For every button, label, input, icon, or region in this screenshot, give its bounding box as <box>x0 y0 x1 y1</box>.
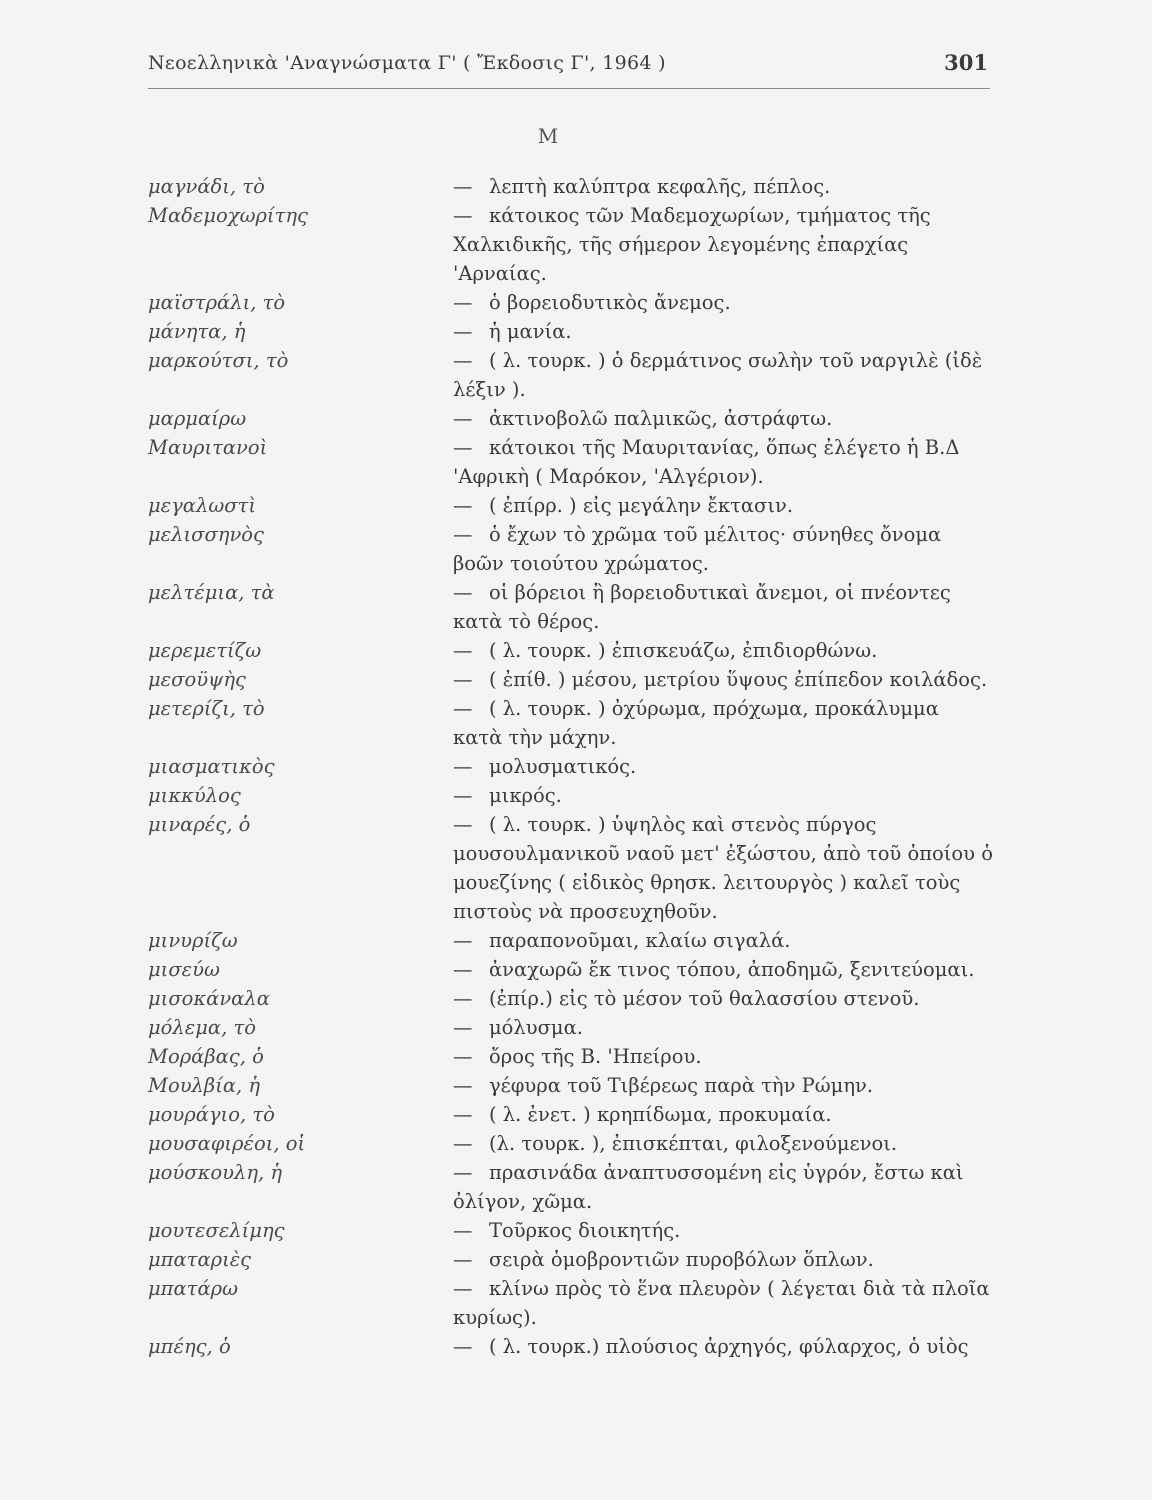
entry-definition <box>453 752 993 781</box>
entry-dash: — <box>453 987 473 1010</box>
entry-term: μπαταριὲς <box>148 1248 252 1271</box>
entry-definition <box>453 433 993 491</box>
entry-definition <box>453 665 993 694</box>
entry-definition <box>453 1071 993 1100</box>
glossary-entry <box>148 1158 1008 1216</box>
definition-text: κάτοικοι τῆς Μαυριτανίας, ὅπως ἐλέγετο ἡ Β.Δ 'Αφρικὴ ( Μαρόκον, 'Αλγέριον). <box>453 436 960 488</box>
glossary-entry <box>148 433 1008 491</box>
entry-dash: — <box>453 639 473 662</box>
entry-term: μεγαλωστὶ <box>148 494 256 517</box>
glossary-entry <box>148 172 1008 201</box>
entry-term: μούσκουλη, ἡ <box>148 1161 283 1184</box>
page-header <box>148 48 990 89</box>
definition-text: ἡ μανία. <box>489 320 572 343</box>
entry-definition <box>453 288 993 317</box>
entry-definition <box>453 781 993 810</box>
entry-dash: — <box>453 581 473 604</box>
entry-dash: — <box>453 784 473 807</box>
section-letter: Μ <box>537 124 559 148</box>
entry-definition <box>453 810 993 926</box>
entry-dash: — <box>453 407 473 430</box>
definition-text: κλίνω πρὸς τὸ ἕνα πλευρὸν ( λέγεται διὰ τὰ πλοῖα κυρίως). <box>453 1277 990 1329</box>
entry-dash: — <box>453 1219 473 1242</box>
entry-definition <box>453 346 993 404</box>
entry-dash: — <box>453 755 473 778</box>
glossary-entry <box>148 1332 1008 1361</box>
entry-dash: — <box>453 436 473 459</box>
glossary-entry <box>148 955 1008 984</box>
entry-term: μάνητα, ἡ <box>148 320 246 343</box>
definition-text: ( λ. τουρκ. ) ἐπισκευάζω, ἐπιδιορθώνω. <box>489 639 878 662</box>
entry-term: μουράγιο, τὸ <box>148 1103 275 1126</box>
glossary-entry <box>148 810 1008 926</box>
entry-definition <box>453 491 993 520</box>
glossary-entry <box>148 1042 1008 1071</box>
entry-term: μπατάρω <box>148 1277 238 1300</box>
entry-term: μαρμαίρω <box>148 407 247 430</box>
entry-term: Μαδεμοχωρίτης <box>148 204 308 227</box>
entry-dash: — <box>453 958 473 981</box>
entry-dash: — <box>453 668 473 691</box>
entry-definition <box>453 636 993 665</box>
entry-term: μουσαφιρέοι, οἱ <box>148 1132 306 1155</box>
definition-text: μόλυσμα. <box>489 1016 583 1039</box>
definition-text: ὄρος τῆς Β. 'Ηπείρου. <box>489 1045 702 1068</box>
definition-text: ὁ βορειοδυτικὸς ἄνεμος. <box>489 291 731 314</box>
glossary-entry <box>148 1129 1008 1158</box>
entry-definition <box>453 1245 993 1274</box>
definition-text: μολυσματικός. <box>489 755 637 778</box>
entry-definition <box>453 1013 993 1042</box>
page-number: 301 <box>944 50 988 75</box>
entry-definition <box>453 317 993 346</box>
entry-term: μιασματικὸς <box>148 755 275 778</box>
entry-term: μεσοϋψὴς <box>148 668 246 691</box>
entry-dash: — <box>453 1277 473 1300</box>
entry-term: μπέης, ὁ <box>148 1335 231 1358</box>
definition-text: ἀκτινοβολῶ παλμικῶς, ἀστράφτω. <box>489 407 833 430</box>
entry-dash: — <box>453 1045 473 1068</box>
entry-term: μικκύλος <box>148 784 241 807</box>
running-title: Νεοελληνικὰ 'Αναγνώσματα Γ' ( Ἔκδοσις Γ', 1964 ) <box>148 52 666 74</box>
glossary-entry <box>148 781 1008 810</box>
entry-dash: — <box>453 1248 473 1271</box>
entry-dash: — <box>453 320 473 343</box>
definition-text: ( λ. τουρκ. ) ὁ δερμάτινος σωλὴν τοῦ ναργιλὲ (ἰδὲ λέξιν ). <box>453 349 983 401</box>
definition-text: γέφυρα τοῦ Τιβέρεως παρὰ τὴν Ρώμην. <box>489 1074 874 1097</box>
entry-term: Μαυριτανοὶ <box>148 436 268 459</box>
entry-term: μελισσηνὸς <box>148 523 264 546</box>
entry-dash: — <box>453 494 473 517</box>
entry-term: μουτεσελίμης <box>148 1219 285 1242</box>
glossary-entry <box>148 201 1008 288</box>
entry-definition <box>453 404 993 433</box>
entry-term: μινυρίζω <box>148 929 238 952</box>
definition-text: κάτοικος τῶν Μαδεμοχωρίων, τμήματος τῆς Χαλκιδικῆς, τῆς σήμερον λεγομένης ἐπαρχίας 'Αρναίας. <box>453 204 931 285</box>
entry-dash: — <box>453 697 473 720</box>
glossary-entry <box>148 346 1008 404</box>
entry-definition <box>453 172 993 201</box>
definition-text: ( ἐπίρρ. ) εἰς μεγάλην ἔκτασιν. <box>489 494 794 517</box>
entry-term: μαϊστράλι, τὸ <box>148 291 286 314</box>
entry-dash: — <box>453 523 473 546</box>
entry-dash: — <box>453 1016 473 1039</box>
entry-definition <box>453 1332 993 1361</box>
entry-definition <box>453 578 993 636</box>
definition-text: ( λ. τουρκ.) πλούσιος ἀρχηγός, φύλαρχος, ὁ υἱὸς <box>489 1335 969 1358</box>
definition-text: ( λ. ἐνετ. ) κρηπίδωμα, προκυμαία. <box>489 1103 832 1126</box>
glossary-entry <box>148 491 1008 520</box>
definition-text: ( λ. τουρκ. ) ὀχύρωμα, πρόχωμα, προκάλυμμα κατὰ τὴν μάχην. <box>453 697 939 749</box>
glossary-entry <box>148 1071 1008 1100</box>
glossary-entry <box>148 984 1008 1013</box>
entry-dash: — <box>453 1335 473 1358</box>
entry-dash: — <box>453 1074 473 1097</box>
definition-text: (ἐπίρ.) εἰς τὸ μέσον τοῦ θαλασσίου στενοῦ. <box>489 987 920 1010</box>
entry-definition <box>453 1129 993 1158</box>
glossary-entry <box>148 665 1008 694</box>
glossary-entry <box>148 317 1008 346</box>
definition-text: λεπτὴ καλύπτρα κεφαλῆς, πέπλος. <box>489 175 831 198</box>
glossary-entry <box>148 288 1008 317</box>
entry-definition <box>453 520 993 578</box>
entry-definition <box>453 984 993 1013</box>
entry-term: μισοκάναλα <box>148 987 270 1010</box>
entry-dash: — <box>453 204 473 227</box>
definition-text: ( λ. τουρκ. ) ὑψηλὸς καὶ στενὸς πύργος μουσουλμανικοῦ ναοῦ μετ' ἐξώστου, ἀπὸ τοῦ ὁποίου ὁ μουεζίνης ( εἰδικὸς θρησκ. λειτουργὸς ) καλεῖ τοὺς πιστοὺς νὰ προσευχηθοῦν. <box>453 813 993 923</box>
definition-text: παραπονοῦμαι, κλαίω σιγαλά. <box>489 929 791 952</box>
entry-definition <box>453 201 993 288</box>
entry-definition <box>453 1100 993 1129</box>
definition-text: σειρὰ ὁμοβροντιῶν πυροβόλων ὅπλων. <box>489 1248 874 1271</box>
entry-term: Μοράβας, ὁ <box>148 1045 264 1068</box>
entry-definition <box>453 926 993 955</box>
glossary-entry <box>148 1100 1008 1129</box>
entry-dash: — <box>453 291 473 314</box>
entry-term: μελτέμια, τὰ <box>148 581 275 604</box>
entry-term: μισεύω <box>148 958 220 981</box>
definition-text: ὁ ἔχων τὸ χρῶμα τοῦ μέλιτος· σύνηθες ὄνομα βοῶν τοιούτου χρώματος. <box>453 523 942 575</box>
glossary-entry <box>148 1245 1008 1274</box>
entry-term: μαρκούτσι, τὸ <box>148 349 289 372</box>
definition-text: Τοῦρκος διοικητής. <box>489 1219 681 1242</box>
definition-text: οἱ βόρειοι ἢ βορειοδυτικαὶ ἄνεμοι, οἱ πνέοντες κατὰ τὸ θέρος. <box>453 581 951 633</box>
entry-term: μερεμετίζω <box>148 639 262 662</box>
glossary-entry <box>148 1274 1008 1332</box>
entry-dash: — <box>453 929 473 952</box>
definition-text: ἀναχωρῶ ἔκ τινος τόπου, ἀποδημῶ, ξενιτεύομαι. <box>489 958 975 981</box>
entry-definition <box>453 694 993 752</box>
entry-term: μόλεμα, τὸ <box>148 1016 257 1039</box>
glossary-entry <box>148 752 1008 781</box>
entry-dash: — <box>453 175 473 198</box>
entry-definition <box>453 1216 993 1245</box>
glossary-list <box>148 172 1008 1361</box>
entry-definition <box>453 1042 993 1071</box>
glossary-entry <box>148 694 1008 752</box>
entry-term: Μουλβία, ἡ <box>148 1074 261 1097</box>
glossary-entry <box>148 926 1008 955</box>
entry-definition <box>453 955 993 984</box>
entry-definition <box>453 1158 993 1216</box>
entry-dash: — <box>453 1103 473 1126</box>
entry-dash: — <box>453 349 473 372</box>
glossary-entry <box>148 1013 1008 1042</box>
entry-dash: — <box>453 1161 473 1184</box>
glossary-entry <box>148 636 1008 665</box>
entry-term: μιναρές, ὁ <box>148 813 251 836</box>
definition-text: (λ. τουρκ. ), ἐπισκέπται, φιλοξενούμενοι. <box>489 1132 898 1155</box>
glossary-entry <box>148 520 1008 578</box>
glossary-entry <box>148 578 1008 636</box>
definition-text: μικρός. <box>489 784 562 807</box>
entry-term: μετερίζι, τὸ <box>148 697 265 720</box>
definition-text: πρασινάδα ἀναπτυσσομένη εἰς ὑγρόν, ἔστω καὶ ὀλίγον, χῶμα. <box>453 1161 964 1213</box>
glossary-entry <box>148 404 1008 433</box>
entry-term: μαγνάδι, τὸ <box>148 175 265 198</box>
entry-dash: — <box>453 1132 473 1155</box>
entry-definition <box>453 1274 993 1332</box>
entry-dash: — <box>453 813 473 836</box>
definition-text: ( ἐπίθ. ) μέσου, μετρίου ὕψους ἐπίπεδον κοιλάδος. <box>489 668 988 691</box>
glossary-entry <box>148 1216 1008 1245</box>
